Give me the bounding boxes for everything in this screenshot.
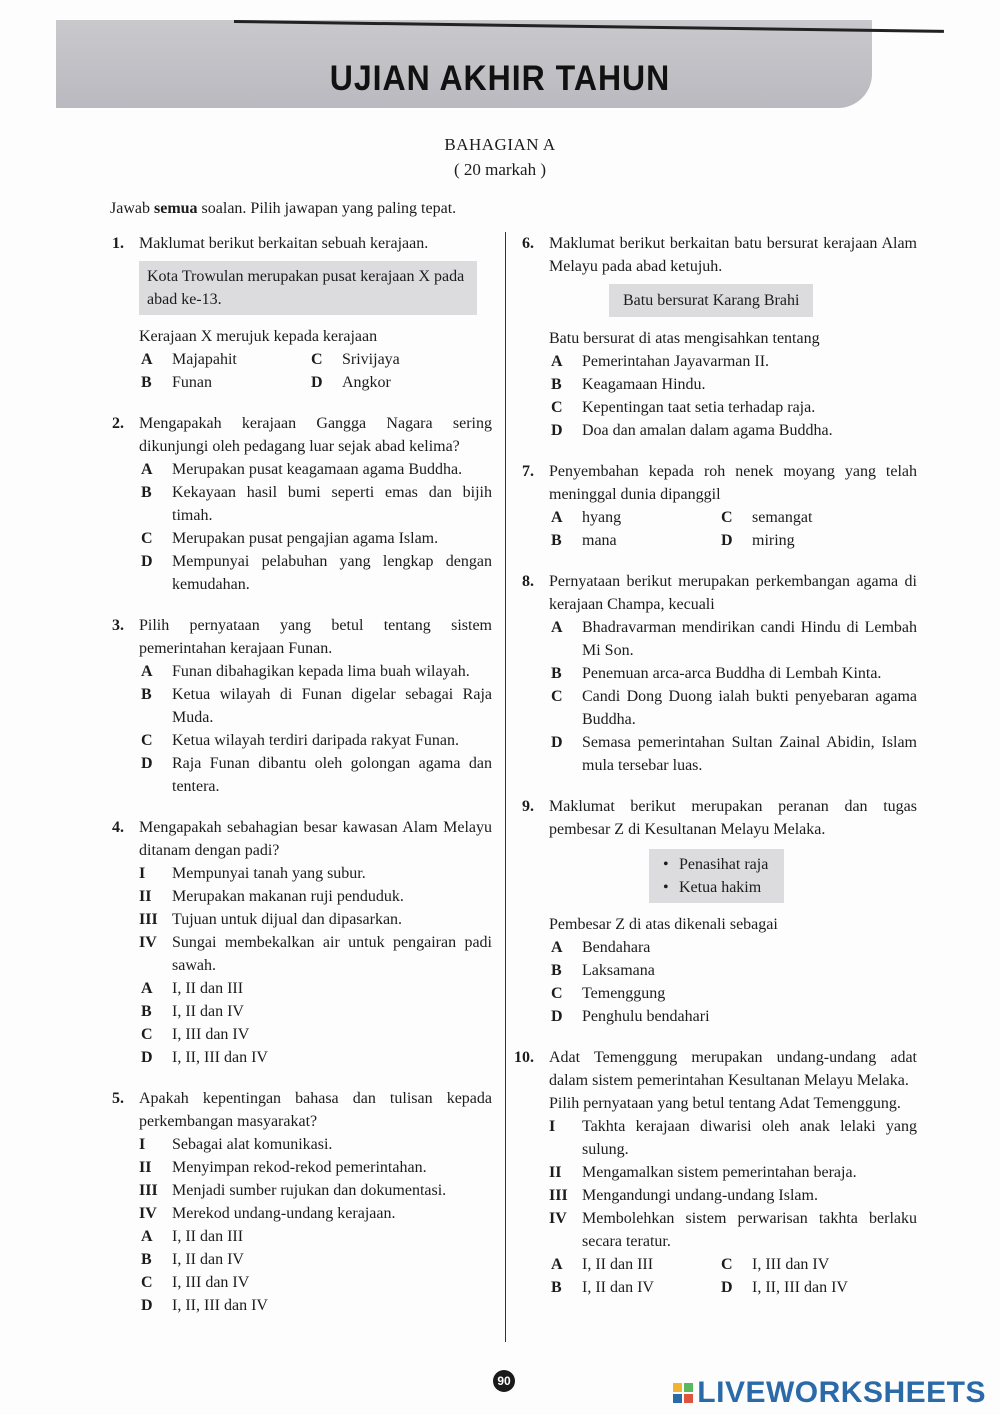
question-6 [522, 232, 917, 442]
instruction: Jawab semua soalan. Pilih jawapan yang paling tepat. [110, 200, 457, 217]
logo-blocks-icon [673, 1383, 693, 1403]
question-2 [112, 412, 492, 596]
bullet-box [649, 849, 784, 903]
option[interactable]: D Mempunyai pelabuhan yang lengkap dengan kemudahan. [141, 553, 492, 593]
question-stem: Pernyataan berikut merupakan perkembangan agama di kerajaan Champa, kecuali [549, 573, 917, 613]
option[interactable]: B I, II dan IV [141, 1251, 244, 1268]
question-1 [112, 232, 492, 394]
roman-item: I Mempunyai tanah yang subur. [139, 865, 366, 882]
question-number: 10. [514, 1049, 534, 1066]
option[interactable]: C Ketua wilayah terdiri daripada rakyat Funan. [141, 732, 459, 749]
option[interactable]: D Semasa pemerintahan Sultan Zainal Abidin, Islam mula tersebar luas. [551, 734, 917, 774]
roman-item: III Tujuan untuk dijual dan dipasarkan. [139, 911, 403, 928]
page-number: 90 [493, 1370, 515, 1392]
option[interactable]: D I, II, III dan IV [721, 1279, 848, 1296]
liveworksheets-logo[interactable] [673, 1376, 986, 1410]
option[interactable]: C I, III dan IV [141, 1026, 250, 1043]
option[interactable]: D I, II, III dan IV [141, 1297, 268, 1314]
option[interactable]: A Bendahara [551, 939, 651, 956]
option[interactable]: B I, II dan IV [141, 1003, 244, 1020]
option[interactable]: C Merupakan pusat pengajian agama Islam. [141, 530, 439, 547]
question-stem: Maklumat berikut berkaitan batu bersurat kerajaan Alam Melayu pada abad ketujuh. [549, 235, 917, 275]
question-number: 3. [112, 617, 124, 634]
question-number: 4. [112, 819, 124, 836]
option[interactable]: D Doa dan amalan dalam agama Buddha. [551, 422, 833, 439]
option[interactable]: D Penghulu bendahari [551, 1008, 710, 1025]
page-title: UJIAN AKHIR TAHUN [329, 58, 671, 98]
question-prompt: Kerajaan X merujuk kepada kerajaan [139, 328, 378, 345]
option[interactable]: C semangat [721, 509, 813, 526]
roman-item: IV Membolehkan sistem perwarisan takhta berlaku secara teratur. [549, 1210, 917, 1250]
question-stem: Penyembahan kepada roh nenek moyang yang telah meninggal dunia dipanggil [549, 463, 917, 503]
question-8 [522, 570, 917, 777]
roman-item: II Merupakan makanan ruji penduduk. [139, 888, 404, 905]
option[interactable]: B Penemuan arca-arca Buddha di Lembah Kinta. [551, 665, 882, 682]
question-number: 9. [522, 798, 534, 815]
section-marks: ( 20 markah ) [453, 160, 547, 179]
option[interactable]: A Bhadravarman mendirikan candi Hindu di Lembah Mi Son. [551, 619, 917, 659]
right-column [514, 232, 917, 1317]
question-number: 7. [522, 463, 534, 480]
bullet-item: • Penasihat raja [661, 853, 768, 876]
option[interactable]: D Angkor [311, 374, 391, 391]
roman-item: IV Merekod undang-undang kerajaan. [139, 1205, 396, 1222]
option[interactable]: B Keagamaan Hindu. [551, 376, 706, 393]
question-stem: Mengapakah sebahagian besar kawasan Alam Melayu ditanam dengan padi? [139, 819, 492, 859]
option[interactable]: D Raja Funan dibantu oleh golongan agama dan tentera. [141, 755, 492, 795]
question-number: 2. [112, 415, 124, 432]
option[interactable]: C Srivijaya [311, 351, 400, 368]
option[interactable]: A I, II dan III [141, 1228, 244, 1245]
roman-item: I Sebagai alat komunikasi. [139, 1136, 333, 1153]
question-prompt: Batu bersurat di atas mengisahkan tentang [549, 330, 820, 347]
question-prompt: Pembesar Z di atas dikenali sebagai [549, 916, 778, 933]
option[interactable]: A I, II dan III [141, 980, 244, 997]
question-number: 8. [522, 573, 534, 590]
roman-item: I Takhta kerajaan diwarisi oleh anak lelaki yang sulung. [549, 1118, 917, 1158]
info-box: Batu bersurat Karang Brahi [609, 284, 813, 317]
question-number: 5. [112, 1090, 124, 1107]
question-prompt: Pilih pernyataan yang betul tentang Adat Temenggung. [549, 1095, 901, 1112]
question-number: 6. [522, 235, 534, 252]
option[interactable]: C I, III dan IV [721, 1256, 830, 1273]
question-number: 1. [112, 235, 124, 252]
question-stem: Maklumat berikut berkaitan sebuah kerajaan. [139, 235, 429, 252]
question-4 [112, 816, 492, 1069]
option[interactable]: A Merupakan pusat keagamaan agama Buddha. [141, 461, 463, 478]
left-column [112, 232, 492, 1335]
bullet-item: • Ketua hakim [661, 876, 768, 899]
question-5 [112, 1087, 492, 1317]
question-stem: Apakah kepentingan bahasa dan tulisan kepada perkembangan masyarakat? [139, 1090, 492, 1130]
option[interactable]: C I, III dan IV [141, 1274, 250, 1291]
question-stem: Pilih pernyataan yang betul tentang sistem pemerintahan kerajaan Funan. [139, 617, 492, 657]
roman-item: II Menyimpan rekod-rekod pemerintahan. [139, 1159, 427, 1176]
option[interactable]: B I, II dan IV [551, 1279, 654, 1296]
option[interactable]: A Majapahit [141, 351, 237, 368]
roman-item: III Mengandungi undang-undang Islam. [549, 1187, 818, 1204]
section-title: BAHAGIAN A [444, 135, 556, 154]
option[interactable]: B Kekayaan hasil bumi seperti emas dan bijih timah. [141, 484, 492, 524]
option[interactable]: B Funan [141, 374, 212, 391]
option[interactable]: D miring [721, 532, 795, 549]
option[interactable]: D I, II, III dan IV [141, 1049, 268, 1066]
question-10 [514, 1046, 917, 1299]
question-9 [522, 795, 917, 1028]
option[interactable]: B Ketua wilayah di Funan digelar sebagai Raja Muda. [141, 686, 492, 726]
roman-item: III Menjadi sumber rujukan dan dokumentasi. [139, 1182, 447, 1199]
roman-item: IV Sungai membekalkan air untuk pengairan padi sawah. [139, 934, 492, 974]
question-3 [112, 614, 492, 798]
brand-name: LIVEWORKSHEETS [697, 1376, 986, 1409]
option[interactable]: C Kepentingan taat setia terhadap raja. [551, 399, 816, 416]
option[interactable]: A hyang [551, 509, 622, 526]
option[interactable]: B mana [551, 532, 617, 549]
option[interactable]: B Laksamana [551, 962, 655, 979]
option[interactable]: A I, II dan III [551, 1256, 654, 1273]
column-divider [505, 232, 506, 1342]
question-stem: Adat Temenggung merupakan undang-undang adat dalam sistem pemerintahan Kesultanan Melayu Melaka. [549, 1049, 917, 1089]
roman-item: II Mengamalkan sistem pemerintahan beraja. [549, 1164, 857, 1181]
question-7 [522, 460, 917, 552]
info-box: Kota Trowulan merupakan pusat kerajaan X pada abad ke-13. [139, 261, 477, 315]
option[interactable]: A Funan dibahagikan kepada lima buah wilayah. [141, 663, 470, 680]
question-stem: Maklumat berikut merupakan peranan dan tugas pembesar Z di Kesultanan Melayu Melaka. [549, 798, 917, 838]
option[interactable]: C Temenggung [551, 985, 666, 1002]
question-stem: Mengapakah kerajaan Gangga Nagara sering dikunjungi oleh pedagang luar sejak abad kelima? [139, 415, 492, 455]
option[interactable]: C Candi Dong Duong ialah bukti penyebaran agama Buddha. [551, 688, 917, 728]
option[interactable]: A Pemerintahan Jayavarman II. [551, 353, 770, 370]
